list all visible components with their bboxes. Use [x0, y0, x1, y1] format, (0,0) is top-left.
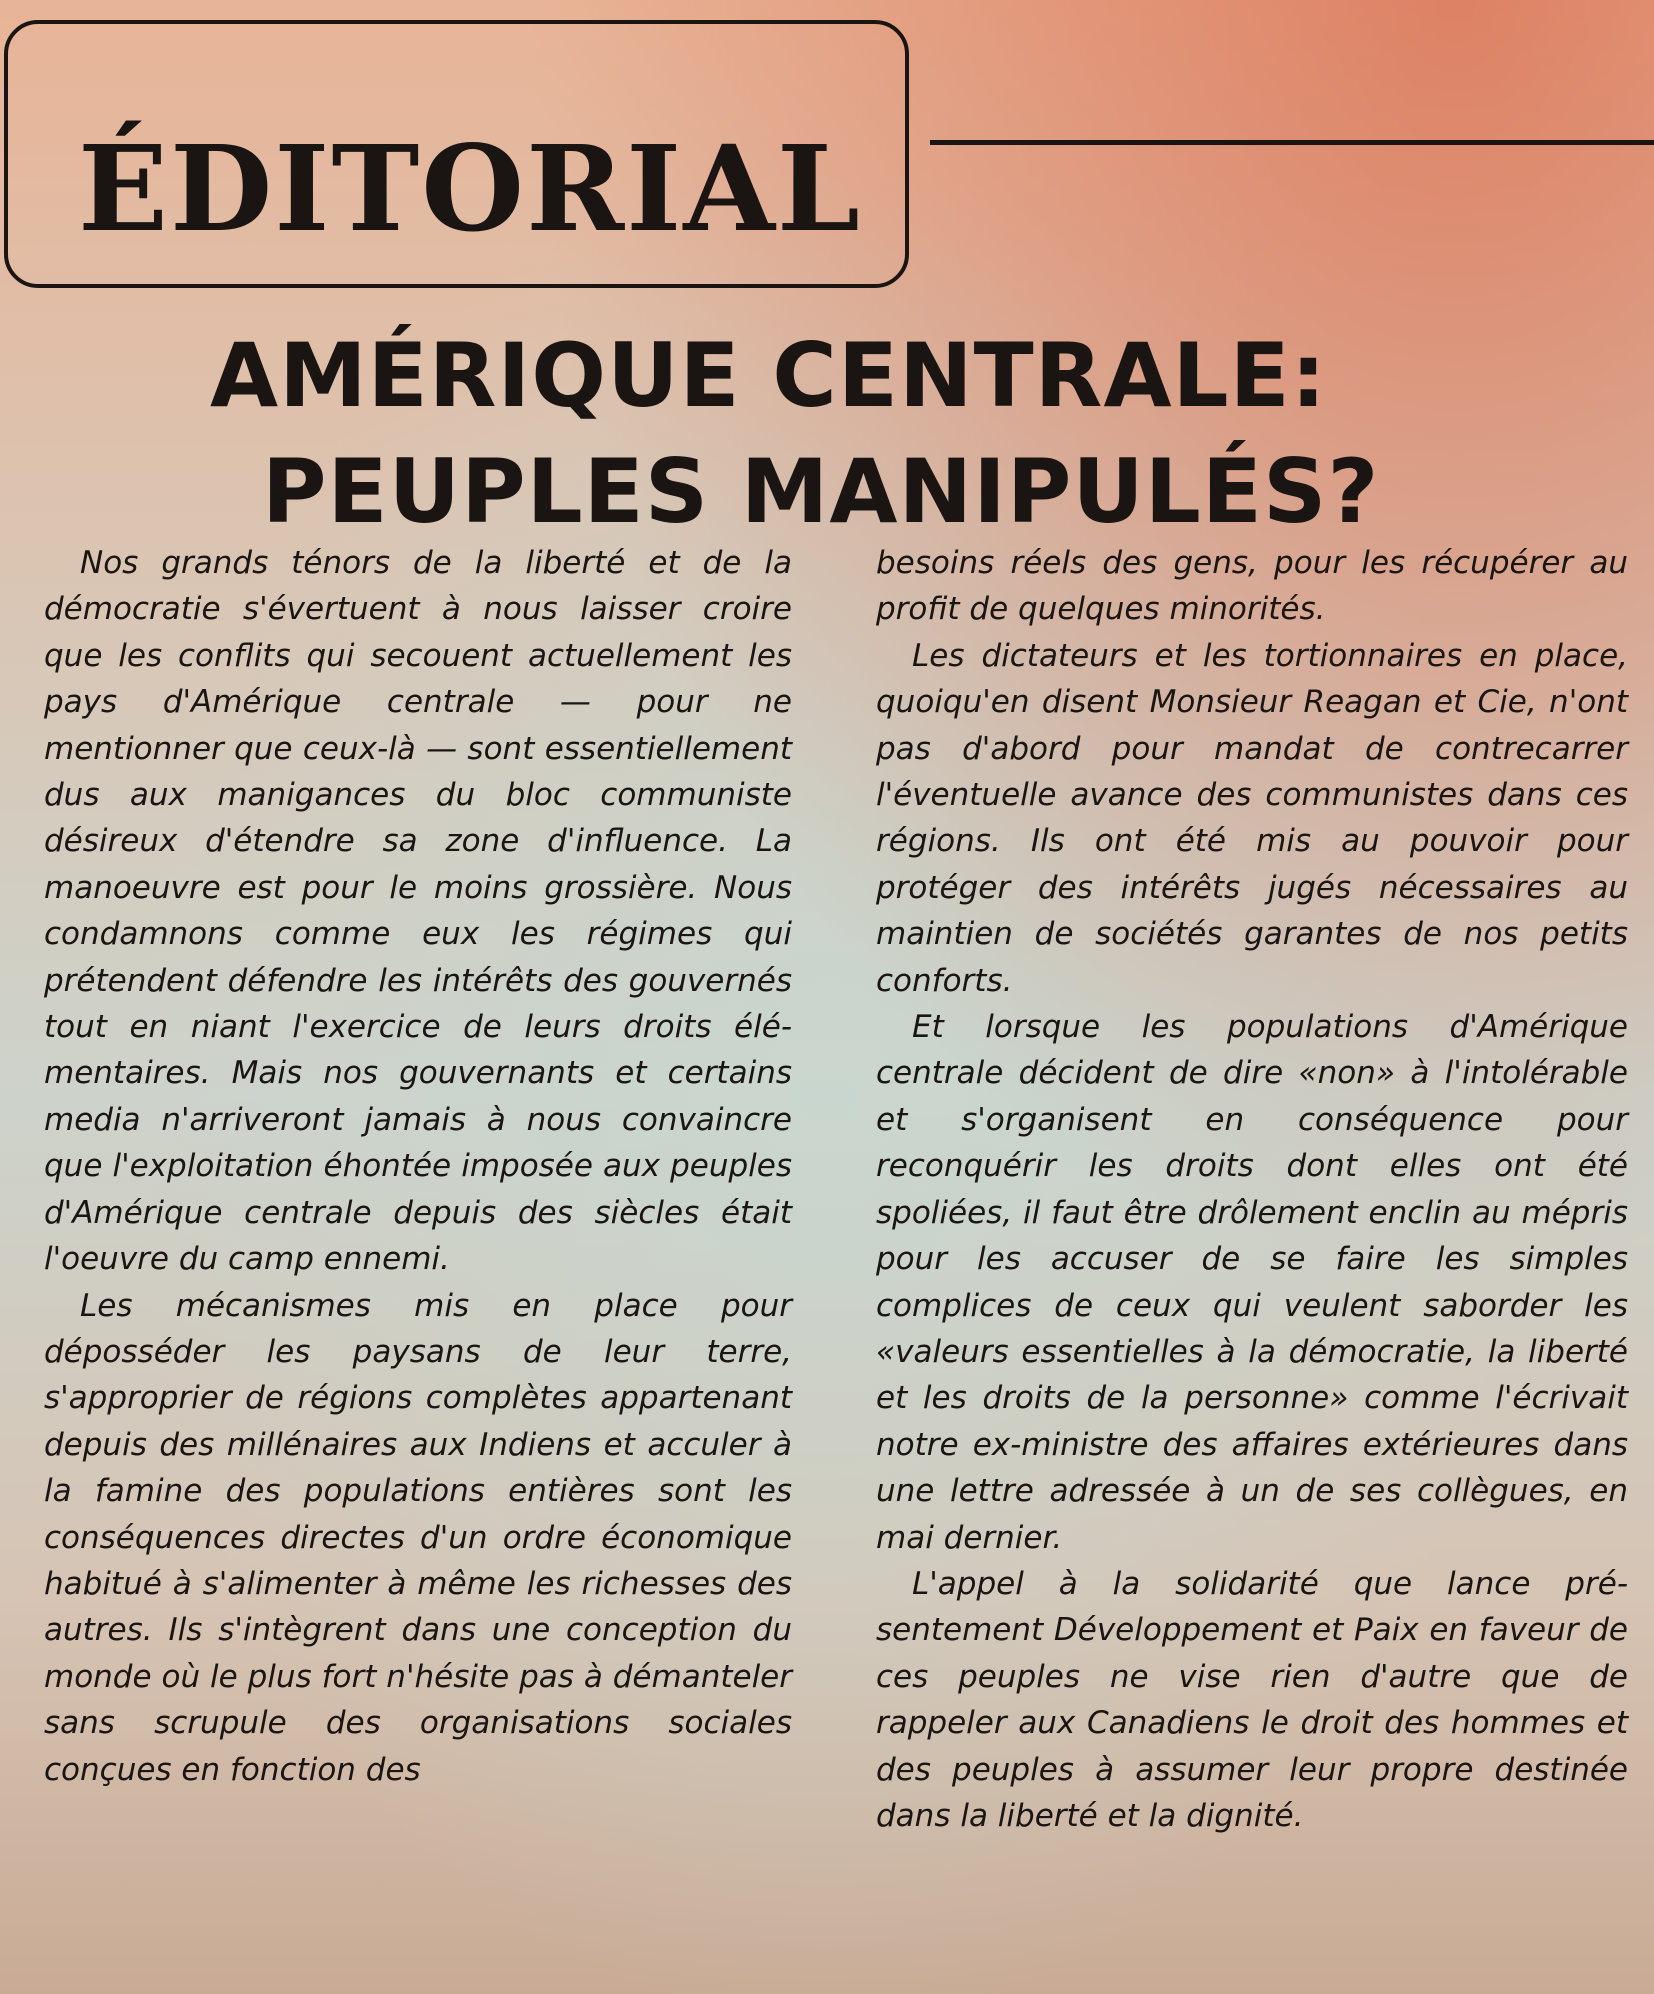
headline-line-1: AMÉRIQUE CENTRALE: — [210, 324, 1327, 427]
editorial-label: ÉDITORIAL — [78, 119, 862, 258]
paragraph: Les dictateurs et les tortionnaires en place, quoiqu'en disent Monsieur Reagan et Cie, n'ont pas d'abord pour mandat de contrecarrer l'éventuelle avance des communistes dans ces régions. Ils ont été mis au pouvoir pour protéger des intérêts jugés nécessaires au maintien de sociétés garantes de nos petits conforts. — [876, 637, 1628, 999]
headline-line-2: PEUPLES MANIPULÉS? — [262, 440, 1380, 543]
editorial-masthead-box — [4, 20, 909, 288]
article-column-right — [876, 540, 1628, 1990]
article-column-left — [44, 540, 792, 1990]
paragraph: Les mécanismes mis en place pour déposséder les paysans de leur terre, s'approprier de régions complètes appartenant depuis des millénaires aux Indiens et acculer à la famine des populations entières sont les conséquences directes d'un ordre économique habitué à s'alimenter à même les richesses des autres. Ils s'intègrent dans une conception du monde où le plus fort n'hésite pas à démanteler sans scrupule des organisations sociales conçues en fonction des — [44, 1287, 792, 1788]
paragraph: Nos grands ténors de la liberté et de la démocratie s'évertuent à nous laisser croire que les conflits qui secouent actuellement les pays d'Amérique centrale — pour ne mentionner que ceux-là — sont essentiellement dus aux manigances du bloc communiste désireux d'étendre sa zone d'influence. La manoeuvre est pour le moins grossière. Nous condamnons comme eux les régimes qui prétendent défendre les intérêts des gouvernés tout en niant l'exercice de leurs droits élémentaires. Mais nos gouvernants et certains media n'arriveront jamais à nous convaincre que l'exploitation éhontée imposée aux peuples d'Amérique centrale depuis des siècles était l'oeuvre du camp ennemi. — [44, 545, 792, 1278]
masthead-rule — [930, 140, 1654, 145]
headline — [210, 318, 1650, 550]
paragraph-continued: besoins réels des gens, pour les récupérer au profit de quelques minorités. — [876, 545, 1628, 628]
paragraph: Et lorsque les populations d'Amérique centrale décident de dire «non» à l'intolérable et s'organisent en conséquence pour reconquérir les droits dont elles ont été spoliées, il faut être drôlement enclin au mépris pour les accuser de se faire les simples complices de ceux qui veulent saborder les «valeurs essentielles à la démocratie, la liberté et les droits de la personne» comme l'écrivait notre ex-ministre des affaires extérieures dans une lettre adressée à un de ses collègues, en mai dernier. — [876, 1009, 1628, 1556]
paragraph: L'appel à la solidarité que lance présentement Développement et Paix en faveur de ces peuples ne vise rien d'autre que de rappeler aux Canadiens le droit des hommes et des peuples à assumer leur propre destinée dans la liberté et la dignité. — [876, 1565, 1628, 1834]
